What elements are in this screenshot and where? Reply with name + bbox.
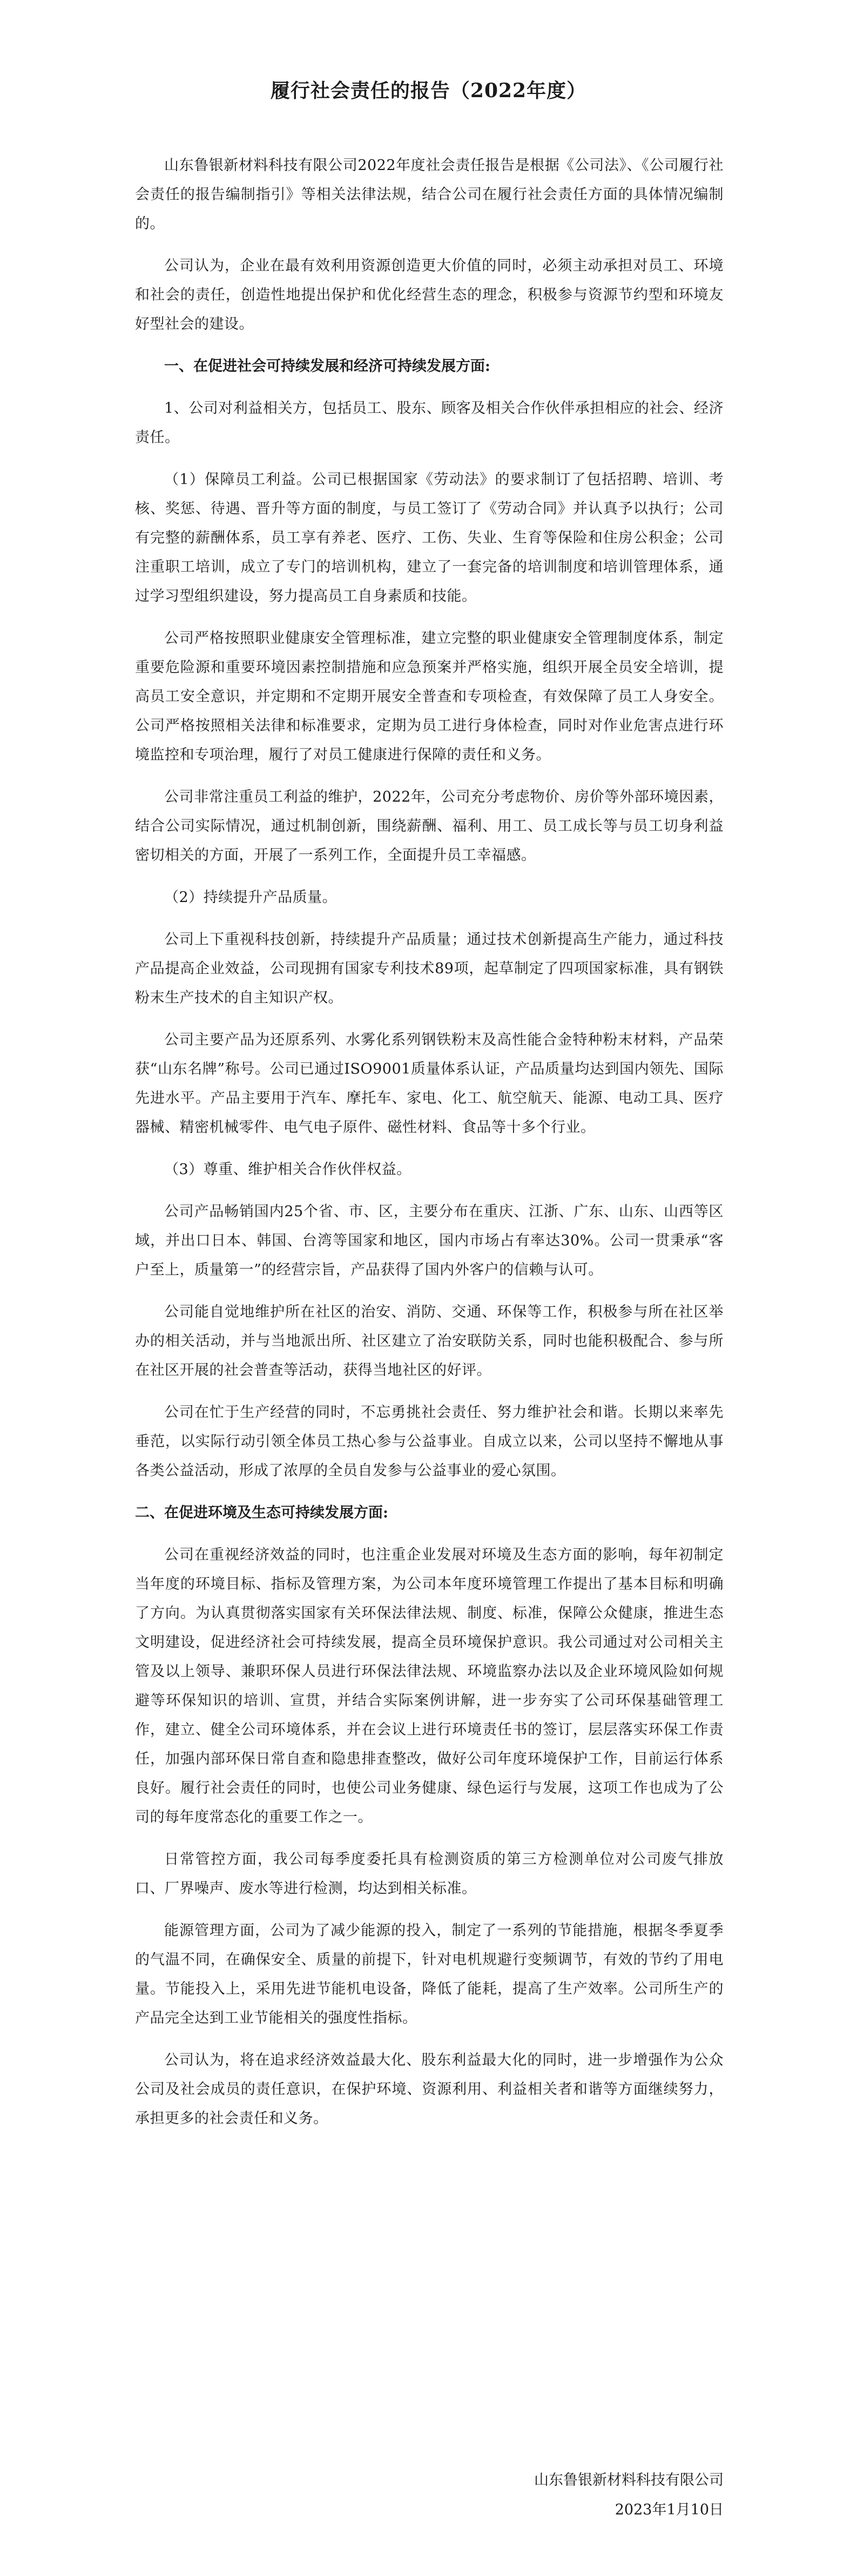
environment-paragraph: 公司在重视经济效益的同时，也注重企业发展对环境及生态方面的影响，每年初制定当年度的环境目标、指标及管理方案，为公司本年度环境管理工作提出了基本目标和明确了方向。为认真贯彻落实国家有关环保法律法规、制度、标准，保障公众健康，推进生态文明建设，促进经济社会可持续发展，提高全员环境保护意识。我公司通过对公司相关主管及以上领导、兼职环保人员进行环保法律法规、环境监察办法以及企业环境风险如何规避等环保知识的培训、宣贯，并结合实际案例讲解，进一步夯实了公司环保基础管理工作，建立、健全公司环境体系，并在会议上进行环境责任书的签订，层层落实环保工作责任，加强内部环保日常自查和隐患排查整改，做好公司年度环境保护工作，目前运行体系良好。履行社会责任的同时，也使公司业务健康、绿色运行与发展，这项工作也成为了公司的每年度常态化的重要工作之一。 <box>135 1547 724 1826</box>
energy-paragraph: 能源管理方面，公司为了减少能源的投入，制定了一系列的节能措施，根据冬季夏季的气温不同，在确保安全、质量的前提下，针对电机规避行变频调节，有效的节约了用电量。节能投入上，采用先进节能机电设备，降低了能耗，提高了生产效率。公司所生产的产品完全达到工业节能相关的强度性指标。 <box>135 1922 724 2026</box>
stakeholder-paragraph: 1、公司对利益相关方，包括员工、股东、顾客及相关合作伙伴承担相应的社会、经济责任。 <box>135 400 724 446</box>
community-paragraph: 公司能自觉地维护所在社区的治安、消防、交通、环保等工作，积极参与所在社区举办的相关活动，并与当地派出所、社区建立了治安联防关系，同时也能积极配合、参与所在社区开展的社会普查等活动，获得当地社区的好评。 <box>135 1304 724 1379</box>
report-body <box>135 151 724 2146</box>
innovation-paragraph: 公司上下重视科技创新，持续提升产品质量；通过技术创新提高生产能力，通过科技产品提高企业效益，公司现拥有国家专利技术89项，起草制定了四项国家标准，具有钢铁粉末生产技术的自主知识产权。 <box>135 931 724 1006</box>
employee-rights-paragraph: （1）保障员工利益。公司已根据国家《劳动法》的要求制订了包括招聘、培训、考核、奖惩、待遇、晋升等方面的制度，与员工签订了《劳动合同》并认真予以执行；公司有完整的薪酬体系，员工享有养老、医疗、工伤、失业、生育等保险和住房公积金；公司注重职工培训，成立了专门的培训机构，建立了一套完备的培训制度和培训管理体系，通过学习型组织建设，努力提高员工自身素质和技能。 <box>135 471 724 605</box>
section-heading-2: 二、在促进环境及生态可持续发展方面: <box>135 1504 388 1521</box>
charity-paragraph: 公司在忙于生产经营的同时，不忘勇挑社会责任、努力维护社会和谐。长期以来率先垂范，以实际行动引领全体员工热心参与公益事业。自成立以来，公司以坚持不懈地从事各类公益活动，形成了浓厚的全员自发参与公益事业的爱心氛围。 <box>135 1404 724 1479</box>
conclusion-paragraph: 公司认为，将在追求经济效益最大化、股东利益最大化的同时，进一步增强作为公众公司及社会成员的责任意识，在保护环境、资源利用、利益相关者和谐等方面继续努力，承担更多的社会责任和义务。 <box>135 2052 724 2127</box>
signature-company: 山东鲁银新材料科技有限公司 <box>534 2472 724 2489</box>
signature-date: 2023年1月10日 <box>615 2502 724 2518</box>
employee-welfare-paragraph: 公司非常注重员工利益的维护，2022年，公司充分考虑物价、房价等外部环境因素，结合公司实际情况，通过机制创新，围绕薪酬、福利、用工、员工成长等与员工切身利益密切相关的方面，开展了一系列工作，全面提升员工幸福感。 <box>135 789 724 864</box>
partners-subheading: （3）尊重、维护相关合作伙伴权益。 <box>164 1161 411 1178</box>
document-title: 履行社会责任的报告（2022年度） <box>270 79 587 102</box>
safety-paragraph: 公司严格按照职业健康安全管理标准，建立完整的职业健康安全管理制度体系，制定重要危险源和重要环境因素控制措施和应急预案并严格实施，组织开展全员安全培训，提高员工安全意识，并定期和不定期开展安全普查和专项检查，有效保障了员工人身安全。公司严格按照相关法律和标准要求，定期为员工进行身体检查，同时对作业危害点进行环境监控和专项治理，履行了对员工健康进行保障的责任和义务。 <box>135 630 724 763</box>
intro-paragraph: 山东鲁银新材料科技有限公司2022年度社会责任报告是根据《公司法》、《公司履行社会责任的报告编制指引》等相关法律法规，结合公司在履行社会责任方面的具体情况编制的。 <box>135 157 724 232</box>
section-heading-1: 一、在促进社会可持续发展和经济可持续发展方面: <box>164 358 490 375</box>
monitoring-paragraph: 日常管控方面，我公司每季度委托具有检测资质的第三方检测单位对公司废气排放口、厂界噪声、废水等进行检测，均达到相关标准。 <box>135 1851 724 1897</box>
quality-subheading: （2）持续提升产品质量。 <box>164 889 338 906</box>
market-paragraph: 公司产品畅销国内25个省、市、区，主要分布在重庆、江浙、广东、山东、山西等区域，并出口日本、韩国、台湾等国家和地区，国内市场占有率达30%。公司一贯秉承“客户至上，质量第一”的经营宗旨，产品获得了国内外客户的信赖与认可。 <box>135 1203 724 1278</box>
philosophy-paragraph: 公司认为，企业在最有效利用资源创造更大价值的同时，必须主动承担对员工、环境和社会的责任，创造性地提出保护和优化经营生态的理念，积极参与资源节约型和环境友好型社会的建设。 <box>135 257 724 333</box>
products-paragraph: 公司主要产品为还原系列、水雾化系列钢铁粉末及高性能合金特种粉末材料，产品荣获“山东名牌”称号。公司已通过ISO9001质量体系认证，产品质量均达到国内领先、国际先进水平。产品主要用于汽车、摩托车、家电、化工、航空航天、能源、电动工具、医疗器械、精密机械零件、电气电子原件、磁性材料、食品等十多个行业。 <box>135 1032 724 1136</box>
